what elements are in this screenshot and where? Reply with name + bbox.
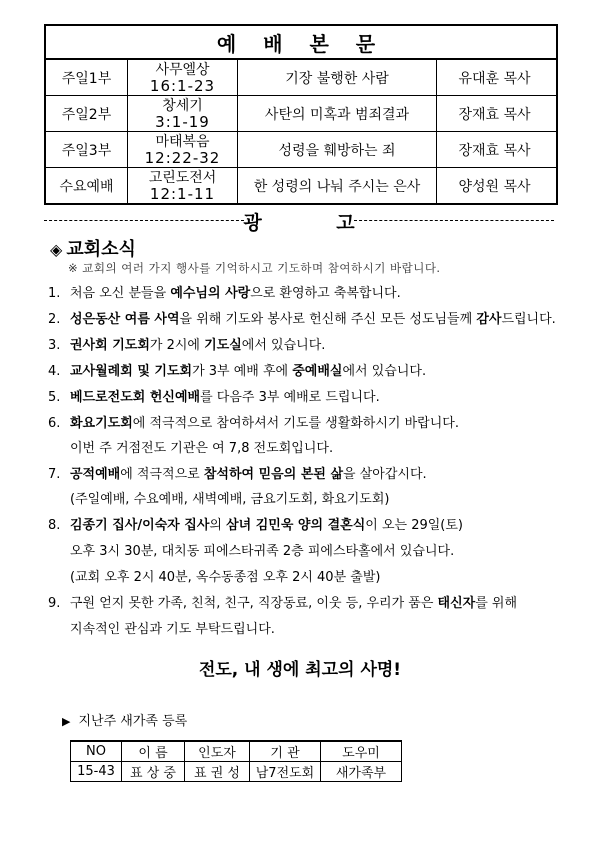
- item-emphasis: 김종기 집사/이숙자 집사: [70, 518, 210, 533]
- item-emphasis: 성은동산 여름 사역: [70, 312, 180, 327]
- sermon-title: 기장 불행한 사람: [238, 60, 437, 95]
- list-item: [48, 412, 459, 431]
- preacher: 장재효 목사: [458, 142, 531, 159]
- sermon-title: 한 성령의 나눠 주시는 은사: [238, 168, 437, 203]
- list-item: [48, 463, 427, 482]
- item-number: 8.: [48, 518, 61, 533]
- item-number: 9.: [48, 596, 61, 611]
- list-item: [48, 282, 401, 301]
- registration-title: 지난주 새가족 등록: [78, 714, 188, 729]
- item-text: 이 오는 29일(토): [365, 518, 464, 533]
- item-emphasis: 예수님의 사랑: [170, 286, 251, 301]
- scripture-book: 고린도전서: [148, 169, 217, 186]
- item-number: 4.: [48, 364, 61, 379]
- diamond-icon: ◈: [50, 240, 63, 259]
- preacher: 양성원 목사: [458, 178, 531, 195]
- scripture-verse: 3:1-19: [155, 112, 210, 131]
- item-emphasis: 화요기도회: [70, 416, 133, 431]
- list-item-continued: 오후 3시 30분, 대치동 피에스타귀족 2층 피에스타홀에서 있습니다.: [70, 544, 455, 559]
- list-item-continued: (교회 오후 2시 40분, 옥수동종점 오후 2시 40분 출발): [70, 570, 381, 585]
- worship-row: [46, 60, 556, 96]
- item-number: 2.: [48, 312, 61, 327]
- scripture-verse: 16:1-23: [149, 76, 216, 95]
- item-text: 에서 있습니다.: [342, 364, 427, 379]
- service-time: 주일2부: [46, 96, 128, 131]
- item-text: 드립니다.: [501, 312, 556, 327]
- preacher: 장재효 목사: [458, 106, 531, 123]
- service-time: 주일1부: [46, 60, 128, 95]
- item-text: 을 위해 기도와 봉사로 헌신해 주신 모든 성도님들께: [179, 312, 477, 327]
- scripture: [128, 168, 238, 203]
- column-header: 도우미: [321, 741, 402, 762]
- worship-table: [44, 24, 558, 205]
- item-number: 3.: [48, 338, 61, 353]
- table-cell: 표 상 중: [122, 762, 185, 782]
- item-number: 7.: [48, 467, 61, 482]
- item-emphasis: 권사회 기도회: [70, 338, 150, 353]
- scripture-book: 창세기: [162, 97, 203, 114]
- column-header: 이 름: [122, 741, 185, 762]
- sermon-title: 사탄의 미혹과 범죄결과: [238, 96, 437, 131]
- announcement-title: 광 고: [243, 212, 389, 234]
- list-item: [48, 514, 463, 533]
- scripture-book: 마태복음: [155, 133, 210, 150]
- scripture: [128, 60, 238, 95]
- triangle-right-icon: ▶: [62, 715, 71, 728]
- scripture-book: 사무엘상: [155, 61, 210, 78]
- item-emphasis: 삼녀 김민욱 양의 결혼식: [226, 518, 366, 533]
- registration-heading: [62, 710, 187, 729]
- scripture-verse: 12:22-32: [144, 148, 221, 167]
- item-text: 가 2시에: [149, 338, 205, 353]
- worship-row: [46, 168, 556, 203]
- item-emphasis: 기도실: [204, 338, 242, 353]
- scripture-verse: 12:1-11: [149, 184, 216, 203]
- scripture: [128, 132, 238, 167]
- table-cell: 남7전도회: [250, 762, 321, 782]
- registration-table: [70, 740, 402, 782]
- table-row: [71, 762, 402, 782]
- scripture: [128, 96, 238, 131]
- item-text: 을 살아갑시다.: [343, 467, 427, 482]
- item-emphasis: 중예배실: [292, 364, 343, 379]
- item-number: 1.: [48, 286, 61, 301]
- list-item: [48, 360, 426, 379]
- table-cell: 새가족부: [321, 762, 402, 782]
- worship-title: 예 배 본 문: [46, 26, 556, 60]
- item-text: 구원 얻지 못한 가족, 친척, 친구, 직장동료, 이웃 등, 우리가 품은: [70, 596, 438, 611]
- column-header: 인도자: [185, 741, 250, 762]
- news-subtitle: ※ 교회의 여러 가지 행사를 기억하시고 기도하며 참여하시기 바랍니다.: [68, 261, 441, 275]
- item-text: 에 적극적으로: [120, 467, 204, 482]
- item-emphasis: 공적예배: [70, 467, 121, 482]
- list-item-continued: 이번 주 거점전도 기관은 여 7,8 전도회입니다.: [70, 441, 334, 456]
- item-emphasis: 참석하여 믿음의 본된 삶: [203, 467, 344, 482]
- item-text: 에 적극적으로 참여하셔서 기도를 생활화하시기 바랍니다.: [132, 416, 459, 431]
- motto: 전도, 내 생에 최고의 사명!: [198, 660, 402, 680]
- announcement-header: [44, 208, 554, 232]
- list-item: [48, 386, 380, 405]
- list-item: [48, 592, 517, 611]
- item-emphasis: 베드로전도회 헌신예배: [70, 390, 201, 405]
- news-title: 교회소식: [66, 239, 136, 260]
- service-time: 수요예배: [46, 168, 128, 203]
- item-emphasis: 감사: [476, 312, 502, 327]
- item-text: 를 다음주 3부 예배로 드립니다.: [200, 390, 380, 405]
- item-number: 5.: [48, 390, 61, 405]
- item-text: 의: [209, 518, 227, 533]
- table-header-row: [71, 741, 402, 762]
- item-text: 으로 환영하고 축복합니다.: [250, 286, 401, 301]
- column-header: 기 관: [250, 741, 321, 762]
- table-cell: 표 권 성: [185, 762, 250, 782]
- list-item-continued: (주일예배, 수요예배, 새벽예배, 금요기도회, 화요기도회): [70, 492, 390, 507]
- item-text: 를 위해: [475, 596, 518, 611]
- preacher: 유대훈 목사: [458, 70, 531, 87]
- column-header: NO: [71, 741, 122, 762]
- news-heading: [50, 235, 136, 261]
- item-text: 처음 오신 분들을: [70, 286, 171, 301]
- item-text: 에서 있습니다.: [241, 338, 326, 353]
- sermon-title: 성령을 훼방하는 죄: [238, 132, 437, 167]
- table-cell: 15-43: [71, 762, 122, 782]
- item-emphasis: 교사월례회 및 기도회: [70, 364, 193, 379]
- list-item: [48, 308, 556, 327]
- worship-row: [46, 132, 556, 168]
- item-number: 6.: [48, 416, 61, 431]
- item-text: 가 3부 예배 후에: [192, 364, 293, 379]
- list-item-continued: 지속적인 관심과 기도 부탁드립니다.: [70, 622, 275, 637]
- divider: [354, 220, 554, 221]
- item-emphasis: 태신자: [437, 596, 476, 611]
- service-time: 주일3부: [46, 132, 128, 167]
- list-item: [48, 334, 325, 353]
- worship-row: [46, 96, 556, 132]
